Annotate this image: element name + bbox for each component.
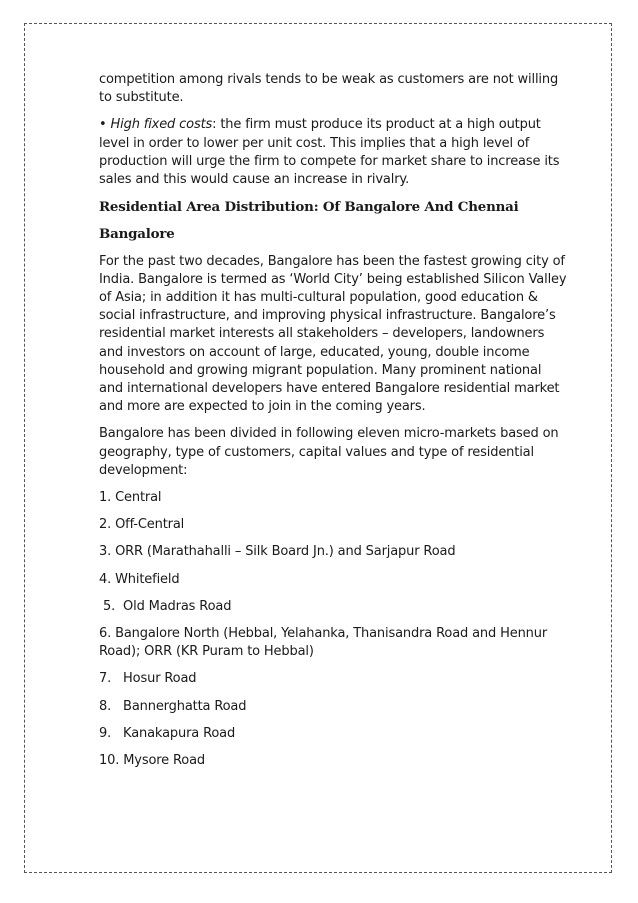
list-item: 10. Mysore Road (99, 753, 206, 769)
list-item: 8. Bannerghatta Road (99, 698, 247, 714)
list-item: 1. Central (99, 490, 162, 506)
section-subtitle: Bangalore (99, 226, 175, 243)
list-item: 9. Kanakapura Road (99, 725, 236, 741)
bullet-paragraph (99, 116, 569, 189)
document-body (99, 71, 569, 779)
list-item: 4. Whitefield (99, 571, 180, 587)
bangalore-paragraph-2: Bangalore has been divided in following eleven micro-markets based on geography, type of customers, capital values and type of residential development: (99, 426, 559, 478)
bullet-symbol: • (99, 117, 107, 133)
list-item: 7. Hosur Road (99, 671, 197, 687)
list-item: 3. ORR (Marathahalli – Silk Board Jn.) and Sarjapur Road (99, 544, 456, 560)
bullet-term: High fixed costs (110, 117, 213, 133)
bangalore-paragraph-1: For the past two decades, Bangalore has been the fastest growing city of India. Bangalore is termed as ‘World City’ being established Silicon Valley of Asia; in addition it has multi-cultural population, good education & social infrastructure, and improving physical infrastructure. Bangalore’s residential market interests all stakeholders – developers, landowners and investors on account of large, educated, young, double income household and growing migrant population. Many prominent national and international developers have entered Bangalore residential market and more are expected to join in the coming years. (99, 253, 567, 415)
list-item: 5. Old Madras Road (99, 598, 232, 614)
intro-continuation: competition among rivals tends to be weak as customers are not willing to substitute. (99, 72, 559, 106)
list-item: 6. Bangalore North (Hebbal, Yelahanka, Thanisandra Road and Hennur Road); ORR (KR Puram to Hebbal) (99, 626, 548, 660)
list-item: 2. Off-Central (99, 517, 185, 533)
bullet-text: : the firm must produce its product at a high output level in order to lower per unit cost. This implies that a high level of production will urge the firm to compete for market share to increase its sales and this would cause an increase in rivalry. (99, 117, 560, 188)
section-title: Residential Area Distribution: Of Bangalore And Chennai (99, 199, 519, 216)
